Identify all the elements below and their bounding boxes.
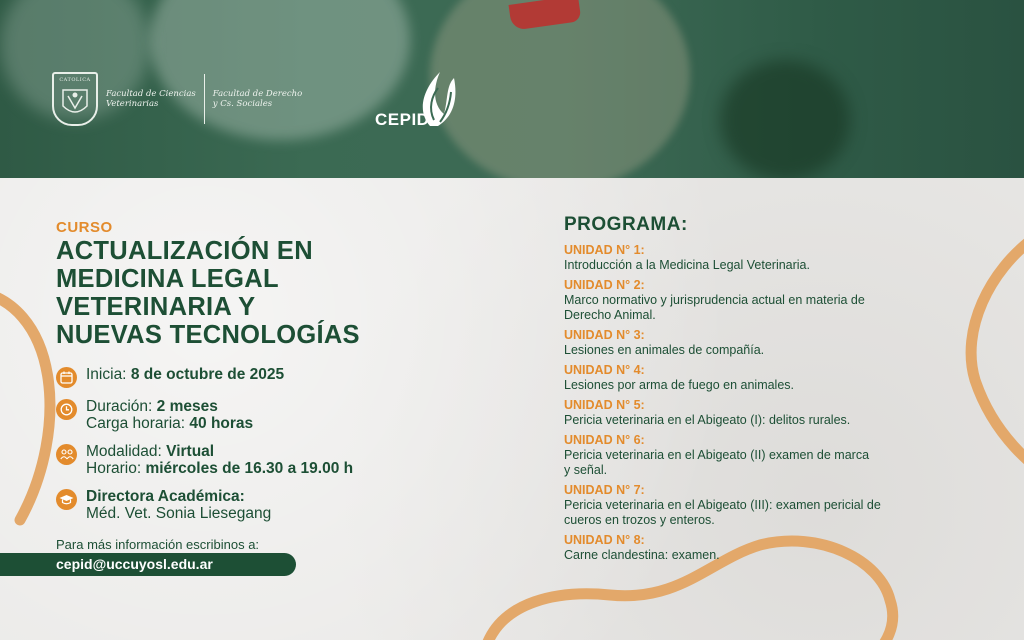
unit-title: UNIDAD N° 1: <box>564 243 645 257</box>
unit-title: UNIDAD N° 4: <box>564 363 645 377</box>
unit-title: UNIDAD N° 7: <box>564 483 645 497</box>
course-heading <box>56 220 456 349</box>
director-row: Directora Académica: Méd. Vet. Sonia Liesegang <box>56 488 396 522</box>
unit-description: Pericia veterinaria en el Abigeato (III): examen pericial de <box>564 498 881 512</box>
contact-prompt: Para más información escribinos a: <box>56 537 260 552</box>
shield-caption: CATOLICA <box>59 77 91 83</box>
unit-description: Lesiones por arma de fuego en animales. <box>564 378 795 392</box>
cepid-wordmark: CEPID <box>375 110 430 129</box>
faculty-law-label: Facultad de Derecho y Cs. Sociales <box>212 89 303 109</box>
programa-unit <box>564 278 954 323</box>
programa-unit <box>564 398 954 428</box>
university-logos <box>52 72 302 126</box>
people-icon <box>56 444 77 465</box>
unit-description: Lesiones en animales de compañía. <box>564 343 765 357</box>
modality-row: Modalidad: Virtual Horario: miércoles de 16.30 a 19.00 h <box>56 443 396 477</box>
unit-description: cueros en trozos y enteros. <box>564 513 715 527</box>
programa-heading: PROGRAMA: <box>564 214 688 235</box>
programa-unit <box>564 533 954 563</box>
programa-unit <box>564 363 954 393</box>
unit-description: Marco normativo y jurisprudencia actual en materia de <box>564 293 865 307</box>
unit-title: UNIDAD N° 5: <box>564 398 645 412</box>
unit-title: UNIDAD N° 8: <box>564 533 645 547</box>
programa-unit <box>564 243 954 273</box>
unit-title: UNIDAD N° 2: <box>564 278 645 292</box>
duration-row: Duración: 2 meses Carga horaria: 40 horas <box>56 398 396 432</box>
hero-banner <box>0 0 1024 178</box>
logo-divider <box>204 74 205 124</box>
cepid-logo <box>373 70 463 130</box>
unit-description: Derecho Animal. <box>564 308 656 322</box>
unit-description: Introducción a la Medicina Legal Veterinaria. <box>564 258 810 272</box>
faculty-vet-label: Facultad de Ciencias Veterinarias <box>106 89 196 109</box>
shield-emblem-icon <box>60 86 90 120</box>
programa-unit <box>564 433 954 478</box>
unit-description: Carne clandestina: examen. <box>564 548 720 562</box>
contact-email-link[interactable]: cepid@uccuyosl.edu.ar <box>0 553 296 576</box>
unit-title: UNIDAD N° 3: <box>564 328 645 342</box>
university-shield-logo <box>52 72 98 126</box>
graduation-cap-icon <box>56 489 77 510</box>
course-kicker: CURSO <box>56 219 113 236</box>
course-title: ACTUALIZACIÓN EN MEDICINA LEGAL VETERINARIA Y NUEVAS TECNOLOGÍAS <box>56 237 360 349</box>
programa-unit <box>564 328 954 358</box>
programa-unit <box>564 483 954 528</box>
clock-icon <box>56 399 77 420</box>
calendar-icon <box>56 367 77 388</box>
unit-description: Pericia veterinaria en el Abigeato (I): delitos rurales. <box>564 413 851 427</box>
start-date-row: Inicia: 8 de octubre de 2025 <box>56 366 396 388</box>
unit-description: Pericia veterinaria en el Abigeato (II) examen de marca <box>564 448 870 462</box>
programa-section <box>564 214 954 563</box>
unit-description: y señal. <box>564 463 608 477</box>
unit-title: UNIDAD N° 6: <box>564 433 645 447</box>
